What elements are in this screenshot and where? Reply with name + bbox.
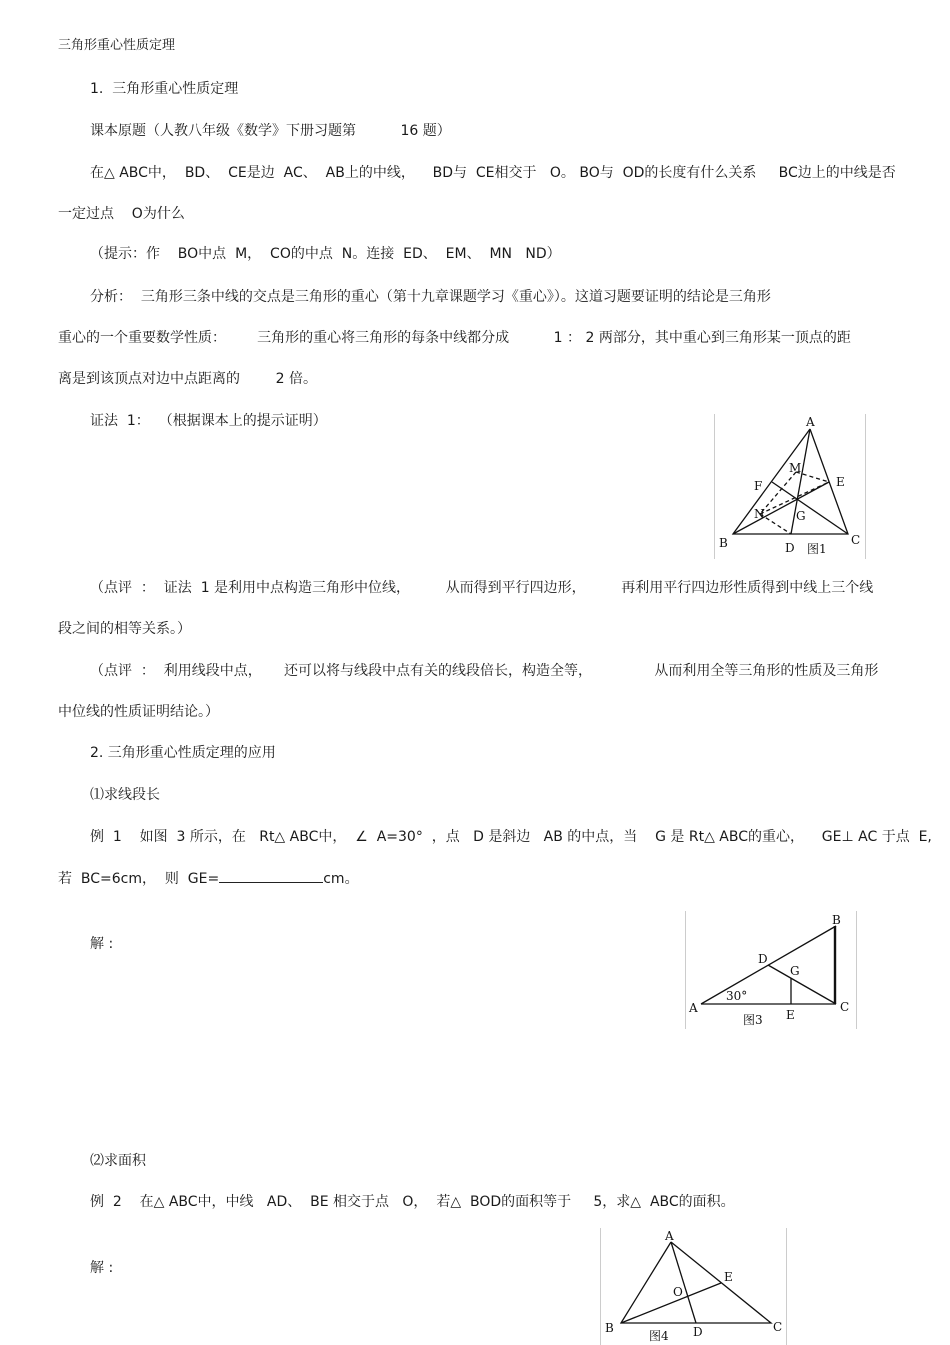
solution-1-label: 解 : [90,936,114,952]
figure-4 [600,1228,787,1345]
solution-2-label: 解 : [90,1260,114,1276]
comment-1-line-1: （点评 ： 证法 1 是利用中点构造三角形中位线， 从而得到平行四边形， 再利用平行四边形性质得到中线上三个线 [90,580,874,596]
analysis-line-2: 重心的一个重要数学性质： 三角形的重心将三角形的每条中线都分成 1 ： 2 两部分，其中重心到三角形某一顶点的距 [58,330,851,346]
fig4-caption: 图4 [649,1329,669,1343]
fig3-label-g: G [790,964,800,978]
section-2-title: 2. 三角形重心性质定理的应用 [90,745,276,761]
example-1-line-2 [58,870,359,888]
analysis-line-3: 离是到该顶点对边中点距离的 2 倍。 [58,371,317,387]
fig3-caption: 图3 [743,1013,763,1027]
problem-line-1: 在△ ABC中， BD、 CE是边 AC、 AB上的中线， BD与 CE相交于 O。 BO与 OD的长度有什么关系 BC边上的中线是否 [90,165,896,181]
section-1-title: 1. 三角形重心性质定理 [90,81,239,97]
comment-2-line-2: 中位线的性质证明结论。） [58,704,219,720]
fig4-label-e: E [724,1270,733,1284]
fig4-label-a: A [665,1229,674,1243]
figure-1-lines [733,429,848,534]
fig1-label-e: E [836,475,845,489]
fig3-label-b: B [832,913,841,927]
comment-1-line-2: 段之间的相等关系。） [58,621,191,637]
page-header: 三角形重心性质定理 [58,38,176,53]
subsection-2-title: ⑵求面积 [90,1153,146,1169]
fig1-label-m: M [789,461,802,475]
fig1-label-c: C [851,533,861,547]
comment-2-line-1: （点评 ： 利用线段中点， 还可以将与线段中点有关的线段倍长，构造全等， 从而利用全等三角形的性质及三角形 [90,663,879,679]
fig3-label-d: D [758,952,768,966]
answer-blank [219,870,323,883]
fig4-label-c: C [773,1320,783,1334]
example-2-line: 例 2 在△ ABC中，中线 AD、 BE 相交于点 O， 若△ BOD的面积等于 5，求△ ABC的面积。 [90,1194,735,1210]
fig4-label-o: O [673,1285,683,1299]
fig1-label-d: D [785,541,795,555]
fig1-label-b: B [719,536,728,550]
example-1-given: 若 BC=6cm， 则 GE= [58,871,220,887]
hint-line: （提示：作 BO中点 M， CO的中点 N。连接 ED、 EM、 MN ND） [90,246,561,262]
fig3-angle-label: 30° [726,989,748,1003]
figure-1 [714,414,866,559]
fig3-label-e: E [786,1008,795,1022]
figure-4-lines [621,1242,771,1323]
fig1-label-f: F [754,479,763,493]
subsection-1-title: ⑴求线段长 [90,787,160,803]
example-1-line-1: 例 1 如图 3 所示，在 Rt△ ABC中， ∠ A=30° ，点 D 是斜边 AB 的中点，当 G 是 Rt△ ABC的重心， GE⊥ AC 于点 E, [90,829,932,845]
fig4-label-d: D [693,1325,703,1339]
fig4-label-b: B [605,1321,614,1335]
fig3-label-a: A [689,1001,698,1015]
problem-line-2: 一定过点 O为什么 [58,206,185,222]
figure-3-lines [701,926,836,1004]
proof-1-line: 证法 1： （根据课本上的提示证明） [90,413,327,429]
example-1-unit: cm。 [323,871,359,887]
source-line: 课本原题（人教八年级《数学》下册习题第 16 题） [90,123,451,139]
fig1-caption: 图1 [807,542,827,556]
fig1-label-n: N [754,507,765,521]
fig1-label-g: G [796,509,806,523]
fig3-label-c: C [840,1000,850,1014]
analysis-line-1: 分析： 三角形三条中线的交点是三角形的重心（第十九章课题学习《重心》）。这道习题要证明的结论是三角形 [90,289,771,305]
fig1-label-a: A [806,415,815,429]
figure-3 [685,911,857,1029]
